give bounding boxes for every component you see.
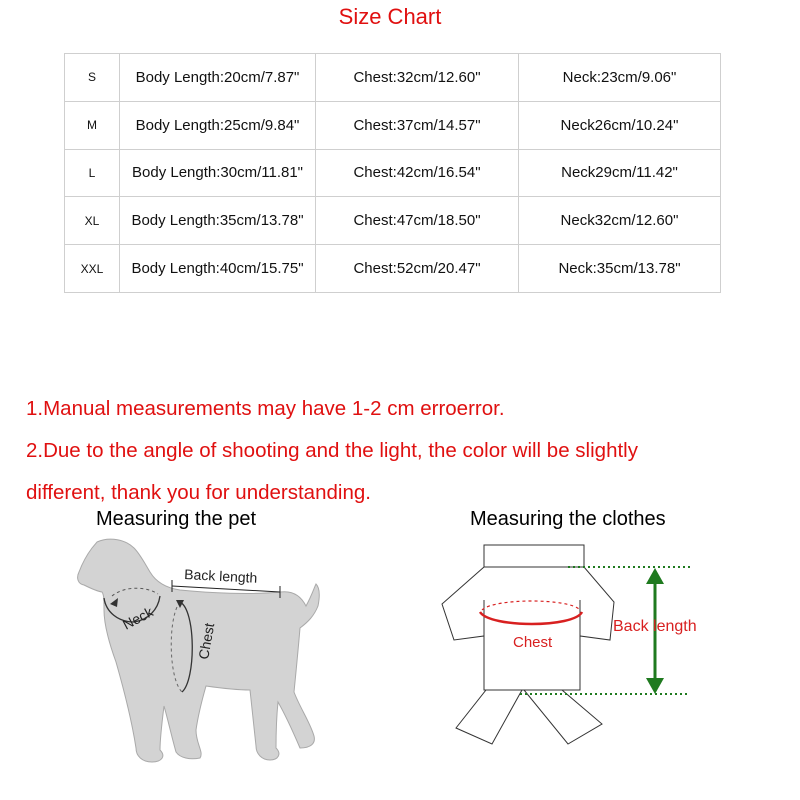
body-length-cell: Body Length:25cm/9.84" xyxy=(120,101,316,149)
chest-cell: Chest:37cm/14.57" xyxy=(316,101,519,149)
body-length-cell: Body Length:20cm/7.87" xyxy=(120,54,316,102)
neck-cell: Neck32cm/12.60" xyxy=(519,197,721,245)
chest-cell: Chest:52cm/20.47" xyxy=(316,245,519,293)
neck-cell: Neck29cm/11.42" xyxy=(519,149,721,197)
garment-collar xyxy=(484,545,584,567)
pet-neck-label: Neck xyxy=(119,603,156,633)
chest-cell: Chest:32cm/12.60" xyxy=(316,54,519,102)
size-cell: L xyxy=(65,149,120,197)
body-length-cell: Body Length:35cm/13.78" xyxy=(120,197,316,245)
arrow-up-icon xyxy=(646,568,664,584)
body-length-cell: Body Length:40cm/15.75" xyxy=(120,245,316,293)
table-row xyxy=(65,54,721,102)
arrow-down-icon xyxy=(646,678,664,694)
note-1: 1.Manual measurements may have 1-2 cm erroerror. xyxy=(26,397,505,420)
neck-cell: Neck:23cm/9.06" xyxy=(519,54,721,102)
pet-back-length-label: Back length xyxy=(183,566,258,586)
note-2-line-1: 2.Due to the angle of shooting and the light, the color will be slightly xyxy=(26,439,638,462)
table-row xyxy=(65,101,721,149)
body-length-cell: Body Length:30cm/11.81" xyxy=(120,149,316,197)
clothes-diagram xyxy=(420,530,750,760)
chest-cell: Chest:47cm/18.50" xyxy=(316,197,519,245)
notes xyxy=(26,388,786,514)
clothes-back-length-label: Back length xyxy=(613,618,697,635)
clothes-diagram-title: Measuring the clothes xyxy=(470,508,666,530)
table-row xyxy=(65,197,721,245)
note-2-line-2: different, thank you for understanding. xyxy=(26,481,371,504)
size-cell: XL xyxy=(65,197,120,245)
size-cell: M xyxy=(65,101,120,149)
table-row xyxy=(65,149,721,197)
chest-cell: Chest:42cm/16.54" xyxy=(316,149,519,197)
neck-cell: Neck:35cm/13.78" xyxy=(519,245,721,293)
page-title: Size Chart xyxy=(338,4,442,29)
size-cell: S xyxy=(65,54,120,102)
table-row xyxy=(65,245,721,293)
garment-leg-left xyxy=(456,690,522,744)
pet-chest-label: Chest xyxy=(195,621,218,661)
neck-cell: Neck26cm/10.24" xyxy=(519,101,721,149)
pet-diagram xyxy=(0,530,340,800)
pet-diagram-title: Measuring the pet xyxy=(96,508,257,530)
size-table xyxy=(64,53,721,293)
size-cell: XXL xyxy=(65,245,120,293)
clothes-chest-label: Chest xyxy=(513,634,553,651)
garment-body xyxy=(442,567,614,690)
garment-leg-right xyxy=(524,690,602,744)
